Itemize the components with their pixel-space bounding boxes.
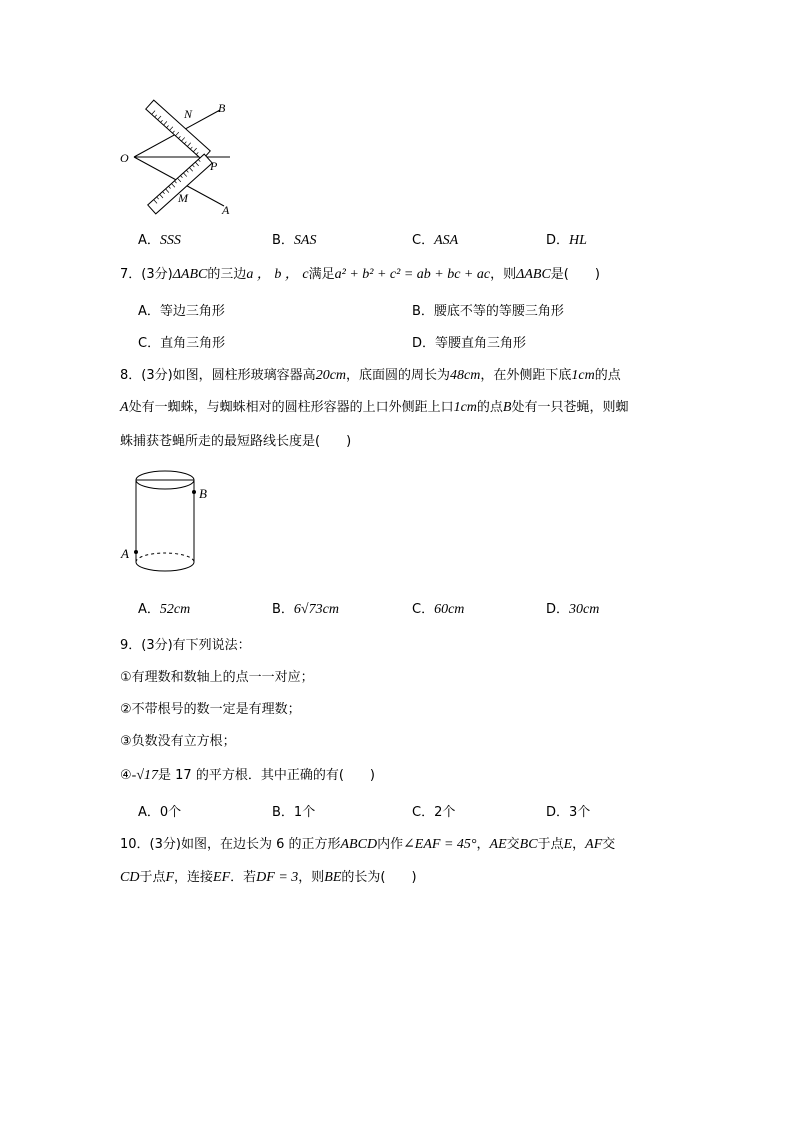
label-n: N (184, 107, 193, 121)
label-m: M (178, 191, 188, 205)
q9-stem: 9．(3分)有下列说法： (120, 638, 251, 653)
upper-ruler (146, 100, 211, 160)
q9-options (138, 801, 658, 821)
q6-option-a[interactable]: A．SSS (138, 233, 181, 248)
label-a: A (222, 203, 230, 217)
q7-option-a[interactable]: A．等边三角形 (138, 304, 225, 319)
q6-option-c[interactable]: C．ASA (412, 233, 459, 248)
q9-option-b[interactable]: B．1个 (272, 805, 316, 820)
q6-option-d[interactable]: D．HL (546, 233, 587, 248)
bottom-back-arc (136, 553, 194, 562)
q7-options-row1 (138, 300, 658, 320)
q8-option-d[interactable]: D．30cm (546, 602, 600, 617)
label-p: P (210, 159, 218, 173)
label-b: B (199, 486, 207, 501)
q8-option-c[interactable]: C．60cm (412, 602, 465, 617)
label-b: B (218, 101, 226, 115)
q8-stem-line1: 8．(3分)如图，圆柱形玻璃容器高20cm，底面圆的周长为48cm，在外侧距下底1cm的点 (120, 368, 621, 383)
q10-stem-line1: 10．(3分)如图，在边长为 6 的正方形ABCD内作∠EAF = 45°，AE交BC于点E，AF交 (120, 837, 616, 852)
q6-angle-figure (112, 98, 252, 220)
q8-cylinder-figure (115, 462, 215, 586)
q7-options-row2 (138, 332, 658, 352)
bottom-front-arc (136, 562, 194, 571)
q9-statement-2: ②不带根号的数一定是有理数； (120, 702, 301, 717)
q9-statement-4: ④-√17是 17 的平方根．其中正确的有( ) (120, 768, 375, 783)
label-a: A (121, 546, 129, 561)
q8-option-b[interactable]: B．6√73cm (272, 602, 339, 617)
q7-option-d[interactable]: D．等腰直角三角形 (412, 336, 527, 351)
q8-stem-line2: A处有一蜘蛛，与蜘蛛相对的圆柱形容器的上口外侧距上口1cm的点B处有一只苍蝇，则蜘 (120, 400, 629, 415)
q9-option-d[interactable]: D．3个 (546, 805, 591, 820)
q6-options (138, 229, 658, 249)
q9-option-a[interactable]: A．0个 (138, 805, 182, 820)
q8-stem-line3: 蛛捕获苍蝇所走的最短路线长度是( ) (120, 434, 352, 449)
q7-option-c[interactable]: C．直角三角形 (138, 336, 226, 351)
point-b (192, 490, 196, 494)
q7-stem: 7．(3分)ΔABC的三边a ， b ， c满足a² + b² + c² = ab + bc + ac，则ΔABC是( ) (120, 267, 600, 282)
q9-option-c[interactable]: C．2个 (412, 805, 456, 820)
q9-statement-3: ③负数没有立方根； (120, 734, 236, 749)
q7-option-b[interactable]: B．腰底不等的等腰三角形 (412, 304, 564, 319)
q8-options (138, 598, 658, 618)
q6-option-b[interactable]: B．SAS (272, 233, 317, 248)
q8-option-a[interactable]: A．52cm (138, 602, 191, 617)
q10-stem-line2: CD于点F，连接EF．若DF = 3，则BE的长为( ) (120, 870, 417, 885)
q9-statement-1: ①有理数和数轴上的点一一对应； (120, 670, 314, 685)
label-o: O (120, 151, 129, 165)
point-a (134, 550, 138, 554)
